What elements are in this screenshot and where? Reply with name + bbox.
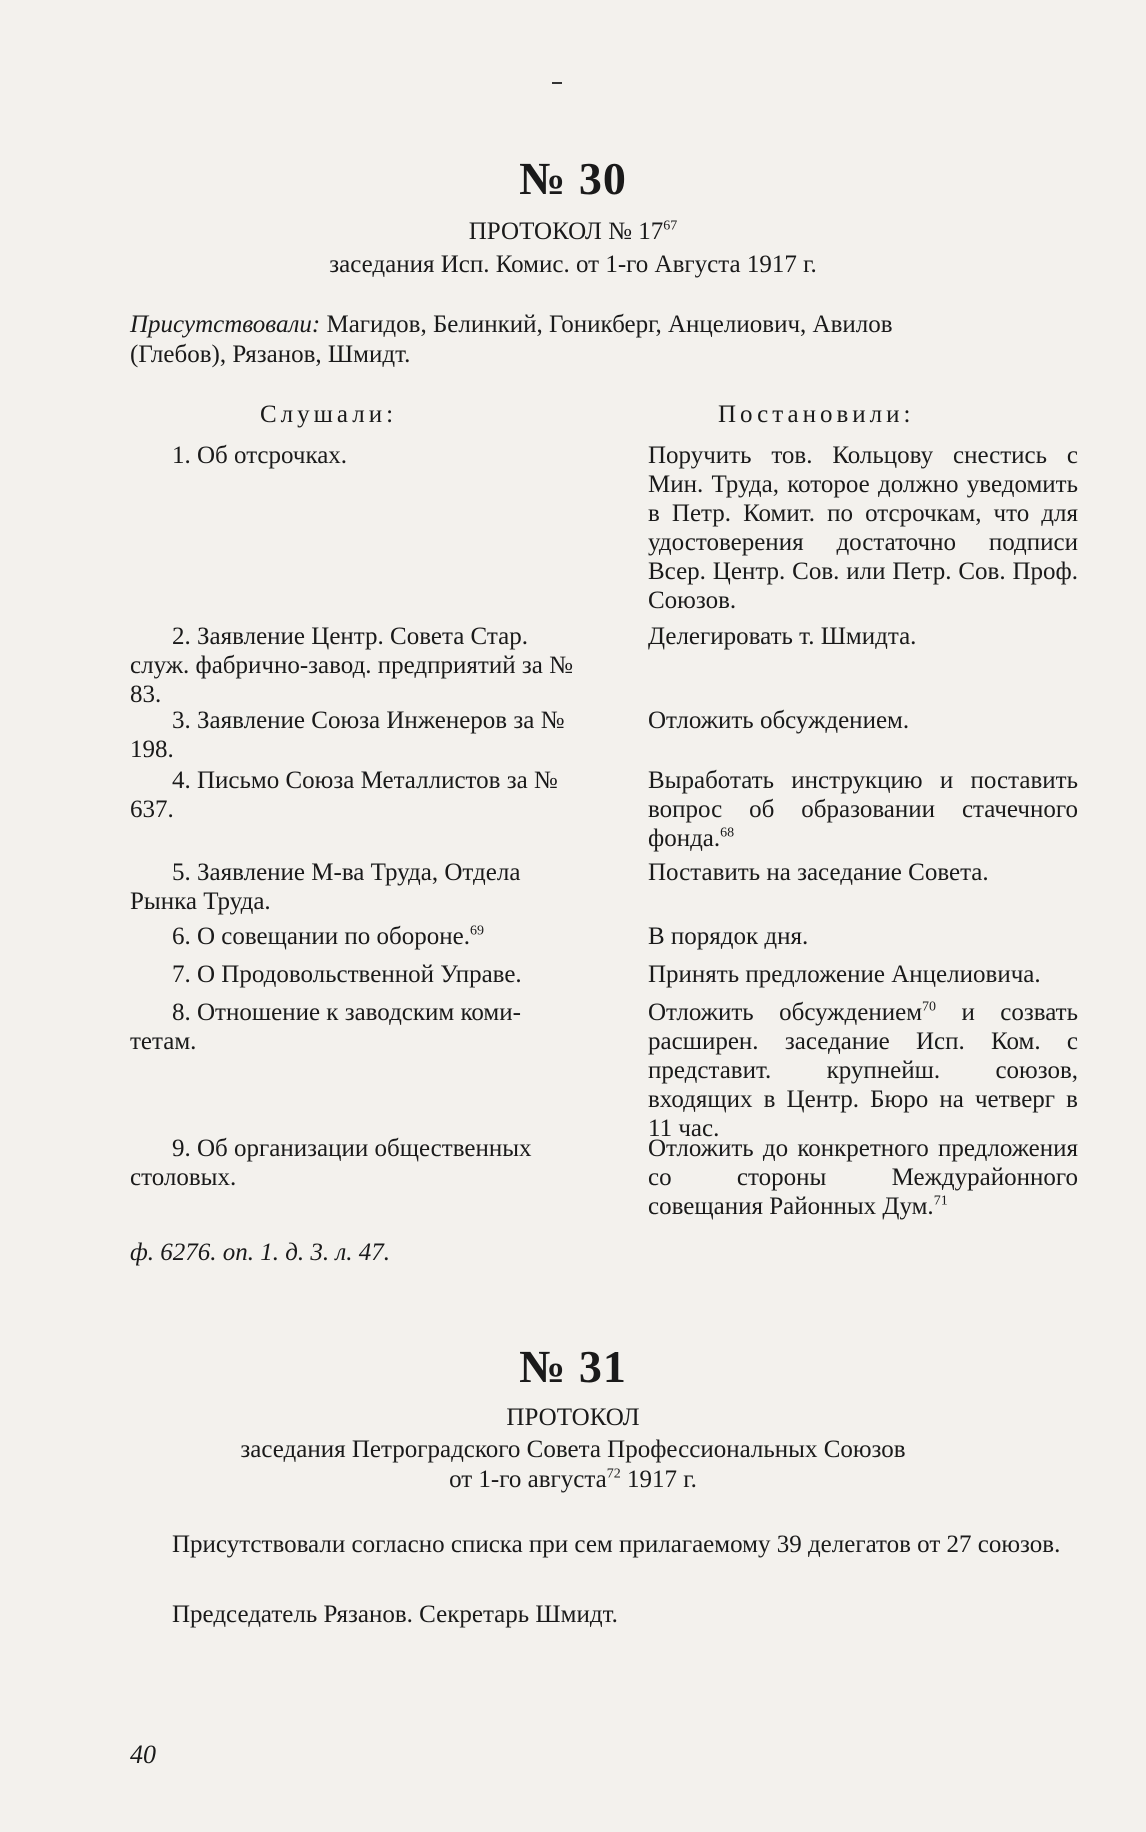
resolution-2: Делегировать т. Шмидта. bbox=[648, 623, 917, 650]
item-6: 6. О совещании по обороне.$^{69}$ bbox=[172, 923, 484, 950]
item-9: 9. Об организации общественных столовых. bbox=[130, 1135, 532, 1191]
item-2: 2. Заявление Центр. Совета Стар. служ. фабрично-завод. предприятий за № 83. bbox=[130, 623, 573, 708]
top-dash bbox=[552, 82, 562, 84]
doc30-number: № 30 bbox=[519, 153, 627, 204]
doc31-number: № 31 bbox=[519, 1341, 627, 1392]
resolution-5: Поставить на заседание Совета. bbox=[648, 859, 989, 886]
item-4: 4. Письмо Союза Металлистов за № 637. bbox=[130, 767, 558, 823]
resolution-6: В порядок дня. bbox=[648, 923, 809, 950]
item-3: 3. Заявление Союза Инженеров за № 198. bbox=[130, 707, 565, 763]
doc31-subtitle-line2: от 1-го августа$^{72}$ 1917 г. bbox=[449, 1466, 697, 1493]
resolution-7: Принять предложение Анцелиовича. bbox=[648, 961, 1041, 988]
item-8: 8. Отношение к заводским коми- тетам. bbox=[130, 999, 521, 1055]
resolution-1: Поручить тов. Кольцову снестись с Мин. Труда, которое должно уведомить в Петр. Комит. по отсрочкам, что для удостоверения достаточно подписи Всер. Центр. Сов. или Петр. Сов. Проф. Союзов. bbox=[648, 442, 1078, 614]
archive-reference: ф. 6276. оп. 1. д. 3. л. 47. bbox=[130, 1239, 391, 1266]
doc31-paragraph-2: Председатель Рязанов. Секретарь Шмидт. bbox=[172, 1601, 618, 1628]
doc30-subtitle: заседания Исп. Комис. от 1-го Августа 1917 г. bbox=[329, 251, 817, 278]
resolution-3: Отложить обсуждением. bbox=[648, 707, 910, 734]
resolution-8: Отложить обсуждением$^{70}$ и созвать расширен. заседание Исп. Ком. с представит. крупнейш. союзов, входящих в Центр. Бюро на четверг в 11 час. bbox=[648, 999, 1079, 1142]
decided-label: Постановили: bbox=[718, 401, 915, 428]
doc31-paragraph-1: Присутствовали согласно списка при сем прилагаемому 39 делегатов от 27 союзов. bbox=[172, 1531, 1061, 1558]
resolution-9: Отложить до конкретного предложения со стороны Междурайонного совещания Районных Дум.$^{71}$ bbox=[648, 1135, 1078, 1220]
doc30-present-line2: (Глебов), Рязанов, Шмидт. bbox=[130, 341, 411, 368]
resolution-4: Выработать инструкцию и поставить вопрос об образовании стачечного фонда.$^{68}$ bbox=[648, 767, 1078, 852]
doc31-title: ПРОТОКОЛ bbox=[506, 1404, 640, 1431]
item-1: 1. Об отсрочках. bbox=[172, 442, 348, 469]
page-number: 40 bbox=[130, 1740, 156, 1769]
item-7: 7. О Продовольственной Управе. bbox=[172, 961, 522, 988]
doc30-title: ПРОТОКОЛ № $17^{67}$ bbox=[468, 218, 678, 245]
doc30-present-line1: Присутствовали: Магидов, Белинкий, Гоникберг, Анцелиович, Авилов bbox=[130, 311, 893, 338]
heard-label: Слушали: bbox=[260, 401, 398, 428]
doc31-subtitle-line1: заседания Петроградского Совета Профессиональных Союзов bbox=[240, 1436, 906, 1463]
item-5: 5. Заявление М-ва Труда, Отдела Рынка Труда. bbox=[130, 859, 521, 915]
